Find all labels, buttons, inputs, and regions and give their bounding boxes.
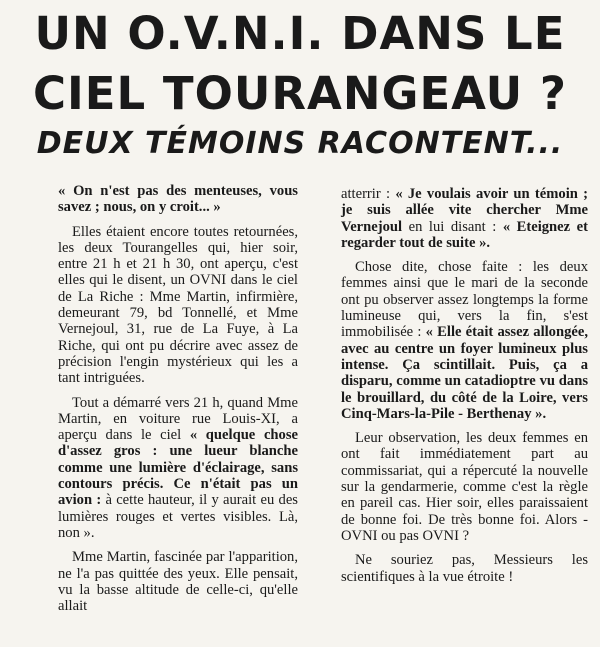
paragraph-quote-intro xyxy=(58,183,298,216)
article-column-right xyxy=(341,186,588,585)
quote-text: « Elle était assez allongée, avec au centre un foyer lumineux plus intense. Ça scintillait. Puis, ça a disparu, comme un catadioptre vu dans le brouillard, du côté de la Loire, vers Cinq-Mars-la-Pile - Berthenay ». xyxy=(341,324,588,422)
paragraph-fascinated: Mme Martin, fascinée par l'apparition, ne l'a pas quittée des yeux. Elle pensait, vu la basse altitude de celle-ci, qu'elle allait xyxy=(58,549,298,615)
paragraph-witness-call xyxy=(341,186,588,251)
headline xyxy=(0,4,600,124)
paragraph-text: Tout a démarré vers 21 h, quand Mme Martin, en voiture rue Louis-XI, a aperçu dans le ciel xyxy=(58,394,298,444)
subheadline: DEUX TÉMOINS RACONTENT... xyxy=(36,126,564,161)
paragraph-text: Chose dite, chose faite : les deux femmes ainsi que le mari de la seconde ont pu observer assez longtemps la forme lumineuse qui, vers la fin, s'est immobilisée : xyxy=(341,259,588,341)
headline-line-2: CIEL TOURANGEAU ? xyxy=(33,67,567,120)
paragraph-text: atterrir : xyxy=(341,186,391,202)
paragraph-observation xyxy=(341,259,588,422)
paragraph-text: en lui disant : xyxy=(408,218,497,235)
paragraph-report: Leur observation, les deux femmes en ont fait immédiatement part au commissariat, qui a répercuté la nouvelle sur la gendarmerie, comme c'est la règle en pareil cas. Hier soir, elles paraissaient de bonne foi. De très bonne foi. Alors - OVNI ou pas OVNI ? xyxy=(341,430,588,544)
quote-text: « Je voulais avoir un témoin ; je suis allée vite chercher Mme Vernejoul xyxy=(341,186,588,235)
paragraph-text: à cette hauteur, il y aurait eu des lumières rouges et vertes visibles. Là, non ». xyxy=(58,492,298,541)
quote-text: « Eteignez et regarder tout de suite ». xyxy=(341,218,588,251)
article-column-left xyxy=(58,183,298,614)
quote-text: « quelque chose d'assez gros : une lueur blanche comme une lumière d'éclairage, sans contours précis. Ce n'était pas un avion : xyxy=(58,427,298,509)
headline-line-1: UN O.V.N.I. DANS LE xyxy=(34,7,566,60)
quote-text: « On n'est pas des menteuses, vous savez ; nous, on y croit... » xyxy=(58,183,298,216)
paragraph-witnesses: Elles étaient encore toutes retournées, les deux Tourangelles qui, hier soir, entre 21 h et 21 h 30, ont aperçu, c'est elles qui le disent, un OVNI dans le ciel de La Riche : Mme Martin, infirmière, demeurant 79, bd Tonnellé, et Mme Vernejoul, 31, rue de La Fuye, à La Riche, qui ont pu décrire avec assez de précision l'engin mystérieux qui les a tant intriguées. xyxy=(58,223,298,387)
paragraph-sighting-start xyxy=(58,395,298,542)
paragraph-closing: Ne souriez pas, Messieurs les scientifiques à la vue étroite ! xyxy=(341,552,588,585)
